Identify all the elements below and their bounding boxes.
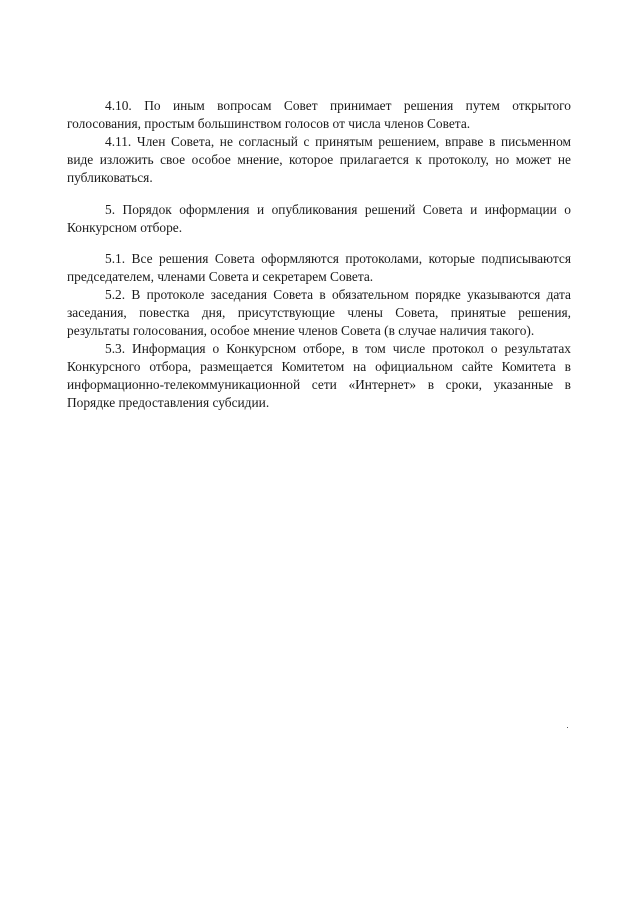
clause-4-11: 4.11. Член Совета, не согласный с принятым решением, вправе в письменном виде изложить свое особое мнение, которое прилагается к протоколу, но может не публиковаться.: [67, 134, 571, 185]
clause-5-1: 5.1. Все решения Совета оформляются протоколами, которые подписываются председателем, членами Совета и секретарем Совета.: [67, 251, 571, 284]
scan-speck: [567, 727, 568, 728]
clause-4-10: 4.10. По иным вопросам Совет принимает решения путем открытого голосования, простым большинством голосов от числа членов Совета.: [67, 98, 571, 131]
section-5-heading: 5. Порядок оформления и опубликования решений Совета и информации о Конкурсном отборе.: [67, 202, 571, 235]
clause-5-3: 5.3. Информация о Конкурсном отборе, в том числе протокол о результатах Конкурсного отбора, размещается Комитетом на официальном сайте Комитета в информационно-телекоммуникационной сети «Интернет» в сроки, указанные в Порядке предоставления субсидии.: [67, 341, 571, 410]
section-4-block: [67, 97, 571, 187]
section-5-clauses: [67, 250, 571, 412]
clause-5-2: 5.2. В протоколе заседания Совета в обязательном порядке указываются дата заседания, повестка дня, присутствующие члены Совета, принятые решения, результаты голосования, особое мнение членов Совета (в случае наличия такого).: [67, 287, 571, 338]
section-5-block: [67, 201, 571, 237]
